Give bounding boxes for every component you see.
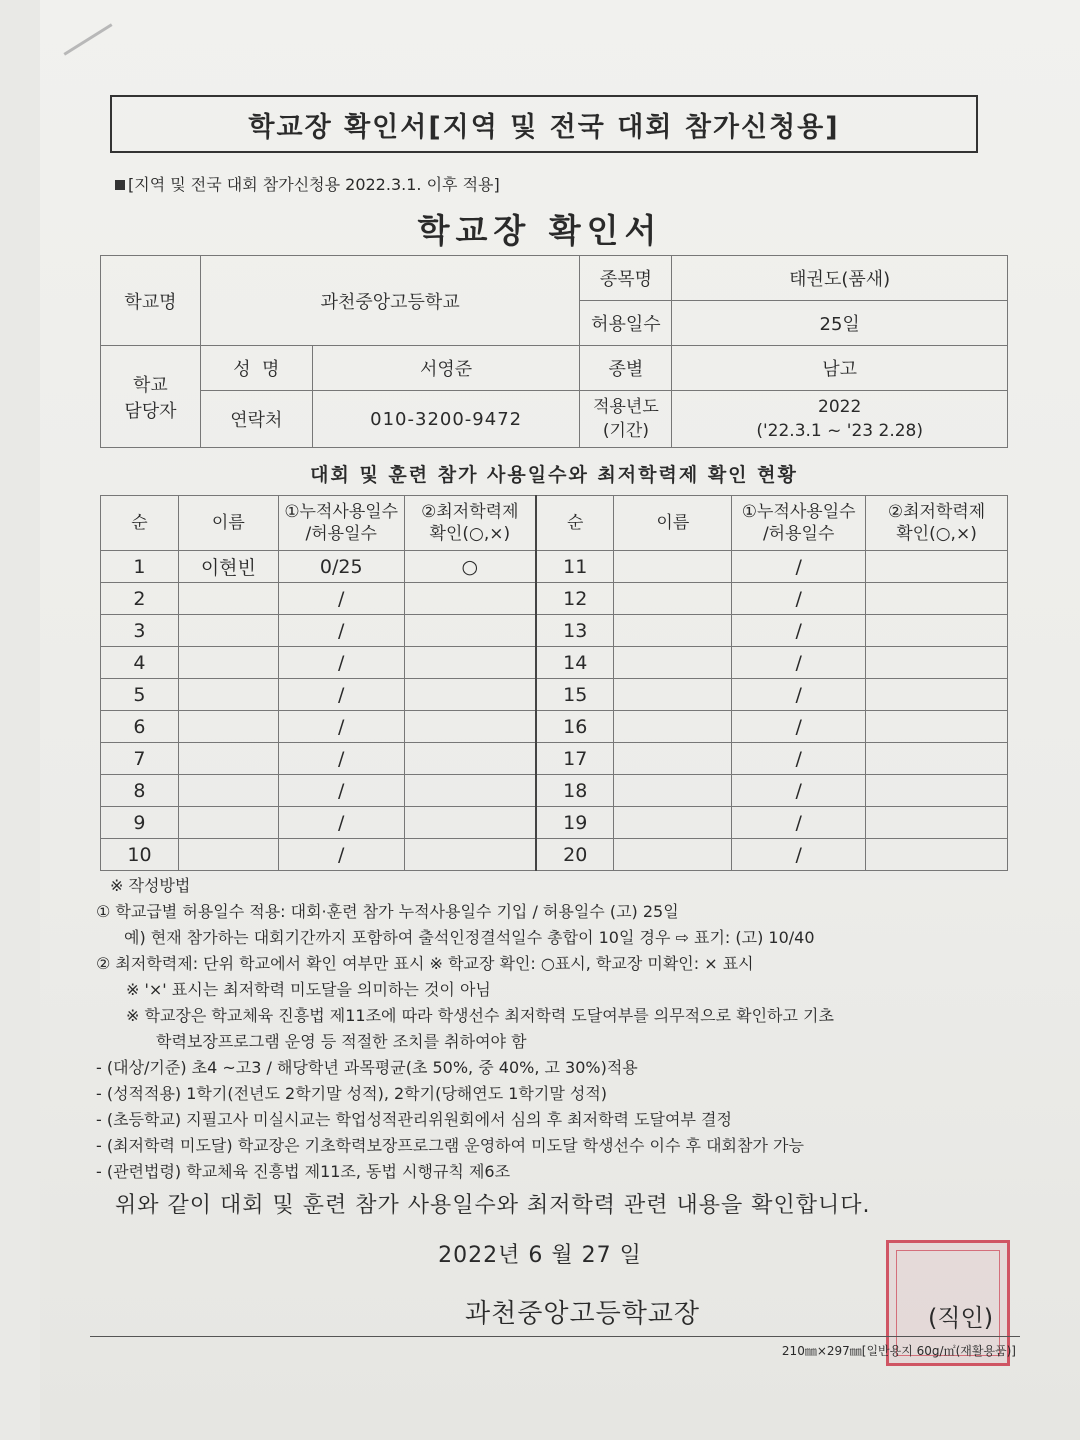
- used-days-cell: /: [732, 839, 866, 871]
- header-name-right: 이름: [614, 496, 732, 551]
- note-line: ※ '×' 표시는 최저학력 미도달을 의미하는 것이 아님: [126, 980, 491, 999]
- academic-check-cell: [866, 775, 1008, 807]
- used-days-cell: /: [278, 711, 404, 743]
- year-value-line2: ('22.3.1 ~ '23 2.28): [756, 421, 923, 441]
- row-number-cell: 6: [101, 711, 179, 743]
- row-number-cell: 20: [536, 839, 614, 871]
- manager-label: [101, 346, 201, 448]
- school-label: 학교명: [101, 256, 201, 346]
- used-days-cell: /: [278, 839, 404, 871]
- info-table: [100, 255, 1008, 448]
- header-check-right-line2: 확인(○,×): [896, 524, 977, 544]
- roster-table: [100, 495, 1008, 871]
- signing-date: 2022년 6 월 27 일: [438, 1243, 642, 1268]
- header-days-line2: /허용일수: [305, 524, 377, 544]
- academic-check-cell: [404, 711, 536, 743]
- student-name-cell: [178, 743, 278, 775]
- name-label: 성 명: [200, 346, 312, 391]
- student-name-cell: [178, 583, 278, 615]
- square-bullet-icon: [115, 180, 125, 190]
- row-number-cell: 2: [101, 583, 179, 615]
- used-days-cell: /: [278, 679, 404, 711]
- row-number-cell: 16: [536, 711, 614, 743]
- used-days-cell: /: [278, 775, 404, 807]
- year-value-line1: 2022: [818, 397, 862, 417]
- student-name-cell: [614, 711, 732, 743]
- paper-spec-footer: 210㎜×297㎜[일반용지 60g/㎡(재활용품)]: [781, 1344, 1016, 1358]
- academic-check-cell: [404, 647, 536, 679]
- document-title: 학교장 확인서: [417, 211, 663, 250]
- header-check-right: [866, 496, 1008, 551]
- note-line: - (대상/기준) 초4 ~고3 / 해당학년 과목평균(초 50%, 중 40%, 고 30%)적용: [96, 1058, 638, 1077]
- used-days-cell: /: [732, 743, 866, 775]
- contact-label: 연락처: [200, 391, 312, 448]
- roster-body: [101, 551, 1008, 871]
- school-value: 과천중앙고등학교: [200, 256, 580, 346]
- section-title: 대회 및 훈련 참가 사용일수와 최저학력제 확인 현황: [310, 464, 798, 486]
- year-value: [672, 391, 1008, 448]
- row-number-cell: 4: [101, 647, 179, 679]
- row-number-cell: 1: [101, 551, 179, 583]
- event-value: 태권도(품새): [672, 256, 1008, 301]
- row-number-cell: 19: [536, 807, 614, 839]
- header-days-line1: ①누적사용일수: [284, 502, 399, 522]
- academic-check-cell: [866, 647, 1008, 679]
- note-line: - (성적적용) 1학기(전년도 2학기말 성적), 2학기(당해연도 1학기말 성적): [96, 1084, 608, 1103]
- row-number-cell: 9: [101, 807, 179, 839]
- note-line: ② 최저학력제: 단위 학교에서 확인 여부만 표시 ※ 학교장 확인: ○표시, 학교장 미확인: × 표시: [96, 954, 754, 973]
- row-number-cell: 15: [536, 679, 614, 711]
- student-name-cell: [178, 711, 278, 743]
- table-row: [101, 839, 1008, 871]
- manager-label-line1: 학교: [133, 374, 168, 396]
- boxed-title: 학교장 확인서[지역 및 전국 대회 참가신청용]: [110, 95, 978, 153]
- header-days: [278, 496, 404, 551]
- confirmation-statement: 위와 같이 대회 및 훈련 참가 사용일수와 최저학력 관련 내용을 확인합니다.: [115, 1193, 871, 1218]
- used-days-cell: /: [732, 615, 866, 647]
- academic-check-cell: [404, 615, 536, 647]
- student-name-cell: [614, 583, 732, 615]
- academic-check-cell: [404, 743, 536, 775]
- note-line: - (관련법령) 학교체육 진흥법 제11조, 동법 시행규칙 제6조: [96, 1162, 511, 1181]
- table-row: [101, 551, 1008, 583]
- used-days-cell: /: [278, 615, 404, 647]
- student-name-cell: [614, 839, 732, 871]
- student-name-cell: [614, 743, 732, 775]
- category-value: 남고: [672, 346, 1008, 391]
- academic-check-cell: [404, 679, 536, 711]
- academic-check-cell: [866, 583, 1008, 615]
- contact-value: 010-3200-9472: [312, 391, 580, 448]
- used-days-cell: /: [278, 647, 404, 679]
- academic-check-cell: [404, 807, 536, 839]
- table-row: [101, 647, 1008, 679]
- student-name-cell: [614, 807, 732, 839]
- student-name-cell: [614, 615, 732, 647]
- student-name-cell: [614, 551, 732, 583]
- header-days-right-line1: ①누적사용일수: [741, 502, 856, 522]
- header-no: 순: [101, 496, 179, 551]
- applicability-note-text: [지역 및 전국 대회 참가신청용 2022.3.1. 이후 적용]: [128, 175, 500, 194]
- table-row: [101, 583, 1008, 615]
- academic-check-cell: [866, 807, 1008, 839]
- principal-title: 과천중앙고등학교장: [465, 1299, 701, 1329]
- year-label: [580, 391, 672, 448]
- student-name-cell: [614, 647, 732, 679]
- table-row: [101, 743, 1008, 775]
- student-name-cell: [178, 839, 278, 871]
- note-line: - (초등학교) 지필고사 미실시교는 학업성적관리위원회에서 심의 후 최저학력 도달여부 결정: [96, 1110, 732, 1129]
- table-row: [101, 775, 1008, 807]
- event-label: 종목명: [580, 256, 672, 301]
- header-check: [404, 496, 536, 551]
- academic-check-cell: [404, 775, 536, 807]
- academic-check-cell: [866, 839, 1008, 871]
- academic-check-cell: [866, 551, 1008, 583]
- table-row: [101, 807, 1008, 839]
- manager-label-line2: 담당자: [124, 400, 177, 422]
- academic-check-cell: [866, 679, 1008, 711]
- student-name-cell: [614, 679, 732, 711]
- footer-divider: [90, 1336, 1020, 1337]
- table-row: [101, 679, 1008, 711]
- academic-check-cell: [404, 583, 536, 615]
- year-label-line2: (기간): [602, 421, 649, 441]
- header-check-line1: ②최저학력제: [421, 502, 519, 522]
- row-number-cell: 10: [101, 839, 179, 871]
- student-name-cell: 이현빈: [178, 551, 278, 583]
- header-days-right-line2: /허용일수: [762, 524, 835, 544]
- header-check-right-line1: ②최저학력제: [887, 502, 986, 522]
- seal-mark: (직인): [928, 1304, 994, 1332]
- used-days-cell: /: [732, 807, 866, 839]
- row-number-cell: 8: [101, 775, 179, 807]
- applicability-note: [115, 172, 500, 195]
- academic-check-cell: [866, 615, 1008, 647]
- row-number-cell: 18: [536, 775, 614, 807]
- row-number-cell: 7: [101, 743, 179, 775]
- row-number-cell: 17: [536, 743, 614, 775]
- note-line: ① 학교급별 허용일수 적용: 대회·훈련 참가 누적사용일수 기입 / 허용일수 (고) 25일: [96, 902, 679, 921]
- category-label: 종별: [580, 346, 672, 391]
- notes-heading: ※ 작성방법: [110, 876, 191, 895]
- used-days-cell: /: [732, 583, 866, 615]
- name-value: 서영준: [312, 346, 580, 391]
- student-name-cell: [178, 679, 278, 711]
- used-days-cell: 0/25: [278, 551, 404, 583]
- student-name-cell: [178, 775, 278, 807]
- academic-check-cell: [866, 743, 1008, 775]
- header-name: 이름: [178, 496, 278, 551]
- used-days-cell: /: [278, 583, 404, 615]
- student-name-cell: [178, 615, 278, 647]
- allowed-days-label: 허용일수: [580, 301, 672, 346]
- allowed-days-value: 25일: [672, 301, 1008, 346]
- header-no-right: 순: [536, 496, 614, 551]
- row-number-cell: 5: [101, 679, 179, 711]
- note-line: 학력보장프로그램 운영 등 적절한 조치를 취하여야 함: [156, 1032, 527, 1051]
- row-number-cell: 12: [536, 583, 614, 615]
- writing-instructions: [96, 873, 1026, 1185]
- used-days-cell: /: [732, 551, 866, 583]
- year-label-line1: 적용년도: [593, 397, 659, 417]
- table-row: [101, 615, 1008, 647]
- row-number-cell: 14: [536, 647, 614, 679]
- student-name-cell: [178, 647, 278, 679]
- header-days-right: [732, 496, 866, 551]
- table-row: [101, 711, 1008, 743]
- row-number-cell: 3: [101, 615, 179, 647]
- note-line: - (최저학력 미도달) 학교장은 기초학력보장프로그램 운영하여 미도달 학생선수 이수 후 대회참가 가능: [96, 1136, 804, 1155]
- row-number-cell: 11: [536, 551, 614, 583]
- note-line: ※ 학교장은 학교체육 진흥법 제11조에 따라 학생선수 최저학력 도달여부를 의무적으로 확인하고 기초: [126, 1006, 834, 1025]
- student-name-cell: [178, 807, 278, 839]
- used-days-cell: /: [732, 775, 866, 807]
- academic-check-cell: ○: [404, 551, 536, 583]
- used-days-cell: /: [278, 743, 404, 775]
- academic-check-cell: [404, 839, 536, 871]
- academic-check-cell: [866, 711, 1008, 743]
- header-check-line2: 확인(○,×): [429, 524, 511, 544]
- used-days-cell: /: [732, 711, 866, 743]
- used-days-cell: /: [732, 647, 866, 679]
- used-days-cell: /: [732, 679, 866, 711]
- note-line: 예) 현재 참가하는 대회기간까지 포함하여 출석인정결석일수 총합이 10일 경우 ⇨ 표기: (고) 10/40: [124, 928, 815, 947]
- student-name-cell: [614, 775, 732, 807]
- used-days-cell: /: [278, 807, 404, 839]
- row-number-cell: 13: [536, 615, 614, 647]
